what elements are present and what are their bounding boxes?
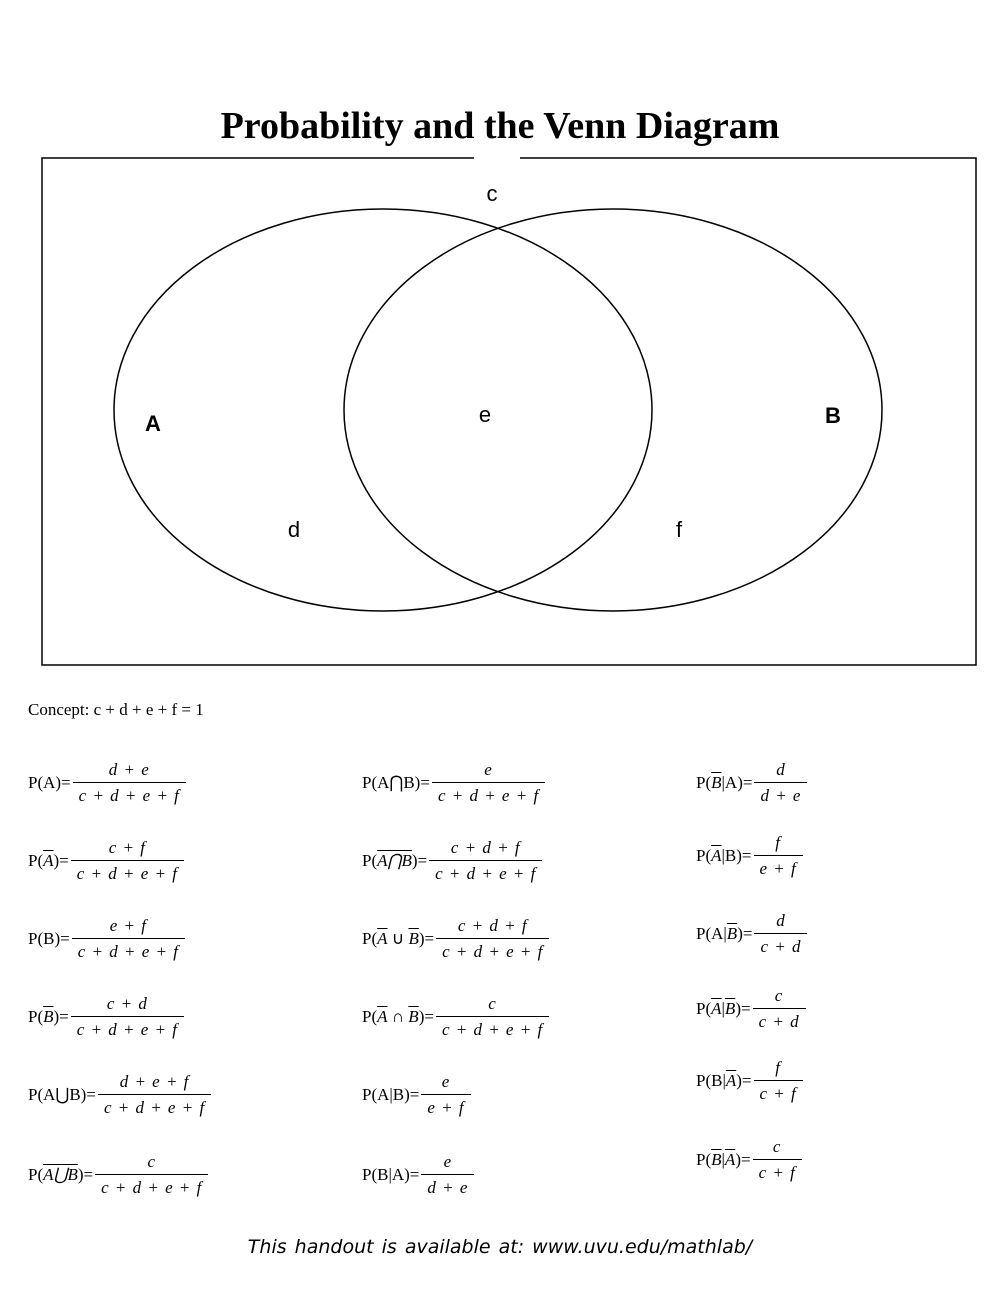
lhs-prefix: P( (362, 929, 378, 948)
fraction-numerator: d + e (108, 760, 150, 779)
lhs-suffix: )= (77, 1165, 94, 1184)
lhs-suffix: |A)= (721, 773, 753, 792)
fraction (429, 838, 542, 884)
lhs-suffix: )= (418, 929, 435, 948)
formula-p-not-b (28, 994, 184, 1040)
lhs-suffix: )= (735, 1150, 751, 1169)
fraction-numerator: f (775, 1058, 781, 1077)
fraction-denominator: c + d + e + f (95, 1174, 208, 1198)
formula-p-b (28, 916, 185, 962)
fraction (436, 994, 549, 1040)
lhs-prefix: P(A|B)= (362, 1085, 420, 1104)
complement-term: $\overline{B}$ (408, 929, 419, 948)
fraction-denominator: d + e (421, 1174, 474, 1198)
fraction (421, 1072, 470, 1118)
lhs-operator: | (721, 1150, 725, 1169)
concept-statement: Concept: c + d + e + f = 1 (28, 700, 204, 719)
formula-lhs (362, 1165, 419, 1185)
fraction (436, 916, 549, 962)
fraction (71, 838, 184, 884)
formula-p-a-given-b (362, 1072, 471, 1118)
formula-lhs (28, 1165, 93, 1185)
fraction-numerator: d (776, 911, 786, 930)
formula-p-nota-given-notb (696, 986, 806, 1032)
lhs-prefix: P( (28, 1165, 44, 1184)
footer-note: This handout is available at: www.uvu.edu/mathlab/ (247, 1236, 753, 1258)
fraction (72, 916, 185, 962)
complement-term: A⋂B (377, 851, 412, 870)
complement-term: $\overline{B}$ (711, 773, 722, 792)
region-f-label: f (675, 517, 683, 542)
lhs-prefix: P(B)= (28, 929, 70, 948)
lhs-prefix: P( (696, 846, 712, 865)
formula-lhs (696, 1150, 751, 1170)
fraction-numerator: c + d + f (450, 838, 521, 857)
fraction (71, 994, 184, 1040)
fraction-denominator: d + e (754, 782, 807, 806)
formula-p-nota-union-notb (362, 916, 549, 962)
formula-lhs (362, 1007, 434, 1027)
fraction (753, 1137, 802, 1183)
formula-p-notb-given-a (696, 760, 807, 806)
fraction-numerator: c + d (106, 994, 148, 1013)
fraction-denominator: c + d + e + f (73, 782, 186, 806)
fraction-denominator: c + f (753, 1159, 802, 1183)
fraction (421, 1152, 474, 1198)
formula-lhs (696, 999, 751, 1019)
fraction (98, 1072, 211, 1118)
fraction-denominator: c + f (754, 1080, 803, 1104)
fraction-denominator: c + d + e + f (432, 782, 545, 806)
fraction-numerator: c (147, 1152, 156, 1171)
fraction-numerator: d + e + f (119, 1072, 190, 1091)
fraction-numerator: e (443, 1152, 453, 1171)
lhs-suffix: )= (411, 851, 428, 870)
fraction-numerator: e (441, 1072, 451, 1091)
page-title: Probability and the Venn Diagram (220, 105, 780, 147)
fraction-numerator: c + d + f (457, 916, 528, 935)
lhs-prefix: P( (28, 851, 44, 870)
fraction (95, 1152, 208, 1198)
lhs-prefix: P( (696, 1150, 712, 1169)
fraction-numerator: d (776, 760, 786, 779)
fraction-denominator: c + d + e + f (71, 860, 184, 884)
fraction-numerator: c (772, 1137, 782, 1156)
fraction-numerator: c (774, 986, 784, 1005)
lhs-prefix: P(B| (696, 1071, 726, 1090)
set-b-label: B (825, 403, 841, 428)
complement-term: $\overline{B}$ (726, 924, 738, 943)
lhs-prefix: P( (696, 773, 712, 792)
fraction-denominator: e + f (754, 855, 803, 879)
region-d-label: d (287, 517, 301, 542)
lhs-suffix: )= (735, 999, 751, 1018)
formula-p-not-a (28, 838, 184, 884)
formula-p-nota-given-b (696, 833, 803, 879)
fraction-denominator: c + d + e + f (71, 1016, 184, 1040)
lhs-prefix: P(A⋃B)= (28, 1085, 96, 1104)
fraction (754, 911, 807, 957)
formula-lhs (696, 1071, 752, 1091)
formula-lhs (28, 773, 71, 793)
formula-lhs (362, 929, 434, 949)
lhs-prefix: P( (696, 999, 712, 1018)
complement-term: $\overline{A}$ (711, 999, 722, 1018)
formula-p-b-given-nota (696, 1058, 803, 1104)
fraction-denominator: c + d + e + f (429, 860, 542, 884)
formula-p-a-given-notb (696, 911, 807, 957)
lhs-suffix: )= (53, 1007, 69, 1026)
lhs-suffix: )= (53, 851, 69, 870)
lhs-prefix: P(A)= (28, 773, 71, 792)
formula-p-not-a-int-b (362, 838, 542, 884)
formula-p-a-union-b (28, 1072, 211, 1118)
fraction-numerator: e (484, 760, 493, 779)
lhs-operator: | (721, 999, 725, 1018)
lhs-prefix: P(A| (696, 924, 727, 943)
formula-lhs (28, 1085, 96, 1105)
complement-term: $\overline{A}$ (377, 1007, 388, 1026)
formula-lhs (28, 851, 69, 871)
region-c-label: c (486, 181, 498, 206)
fraction-denominator: c + d + e + f (436, 938, 549, 962)
fraction-denominator: c + d + e + f (72, 938, 185, 962)
set-a-label: A (145, 411, 161, 436)
formula-lhs (362, 851, 427, 871)
complement-term: $\overline{B}$ (408, 1007, 419, 1026)
lhs-operator: ∩ (387, 1007, 409, 1026)
lhs-prefix: P( (362, 851, 378, 870)
fraction-denominator: c + d + e + f (436, 1016, 549, 1040)
formula-lhs (696, 773, 752, 793)
fraction (754, 760, 807, 806)
fraction (73, 760, 186, 806)
formula-lhs (696, 924, 752, 944)
formula-p-notb-given-nota (696, 1137, 802, 1183)
formula-p-a-int-b (362, 760, 545, 806)
complement-term: A⋃B (43, 1165, 78, 1184)
formula-lhs (696, 846, 752, 866)
lhs-operator: ∪ (387, 929, 409, 948)
circle-b (344, 209, 882, 611)
fraction (754, 833, 803, 879)
formula-p-b-given-a (362, 1152, 474, 1198)
fraction-denominator: c + d + e + f (98, 1094, 211, 1118)
complement-term: $\overline{A}$ (43, 851, 54, 870)
formula-p-nota-int-notb (362, 994, 549, 1040)
formula-lhs (28, 1007, 69, 1027)
formula-lhs (362, 773, 430, 793)
complement-term: $\overline{A}$ (724, 1150, 736, 1169)
complement-term: $\overline{A}$ (725, 1071, 737, 1090)
lhs-prefix: P(A⋂B)= (362, 773, 430, 792)
fraction-denominator: c + d (754, 933, 807, 957)
complement-term: $\overline{A}$ (377, 929, 388, 948)
fraction-numerator: e + f (109, 916, 147, 935)
formula-lhs (28, 929, 70, 949)
lhs-suffix: )= (737, 924, 753, 943)
fraction (754, 1058, 803, 1104)
lhs-prefix: P( (28, 1007, 44, 1026)
lhs-suffix: )= (418, 1007, 434, 1026)
fraction-denominator: e + f (421, 1094, 470, 1118)
complement-term: $\overline{B}$ (43, 1007, 54, 1026)
complement-term: $\overline{B}$ (724, 999, 736, 1018)
fraction-numerator: c (488, 994, 497, 1013)
fraction-numerator: c + f (108, 838, 146, 857)
formula-p-a (28, 760, 186, 806)
fraction (753, 986, 806, 1032)
complement-term: $\overline{B}$ (711, 1150, 722, 1169)
lhs-prefix: P(B|A)= (362, 1165, 420, 1184)
lhs-prefix: P( (362, 1007, 378, 1026)
region-e-label: e (478, 402, 492, 427)
circle-a (114, 209, 652, 611)
lhs-suffix: )= (736, 1071, 752, 1090)
lhs-suffix: |B)= (721, 846, 752, 865)
formula-p-not-a-union-b (28, 1152, 208, 1198)
formula-lhs (362, 1085, 419, 1105)
fraction-denominator: c + d (753, 1008, 806, 1032)
fraction (432, 760, 545, 806)
complement-term: $\overline{A}$ (711, 846, 722, 865)
fraction-numerator: f (775, 833, 781, 852)
